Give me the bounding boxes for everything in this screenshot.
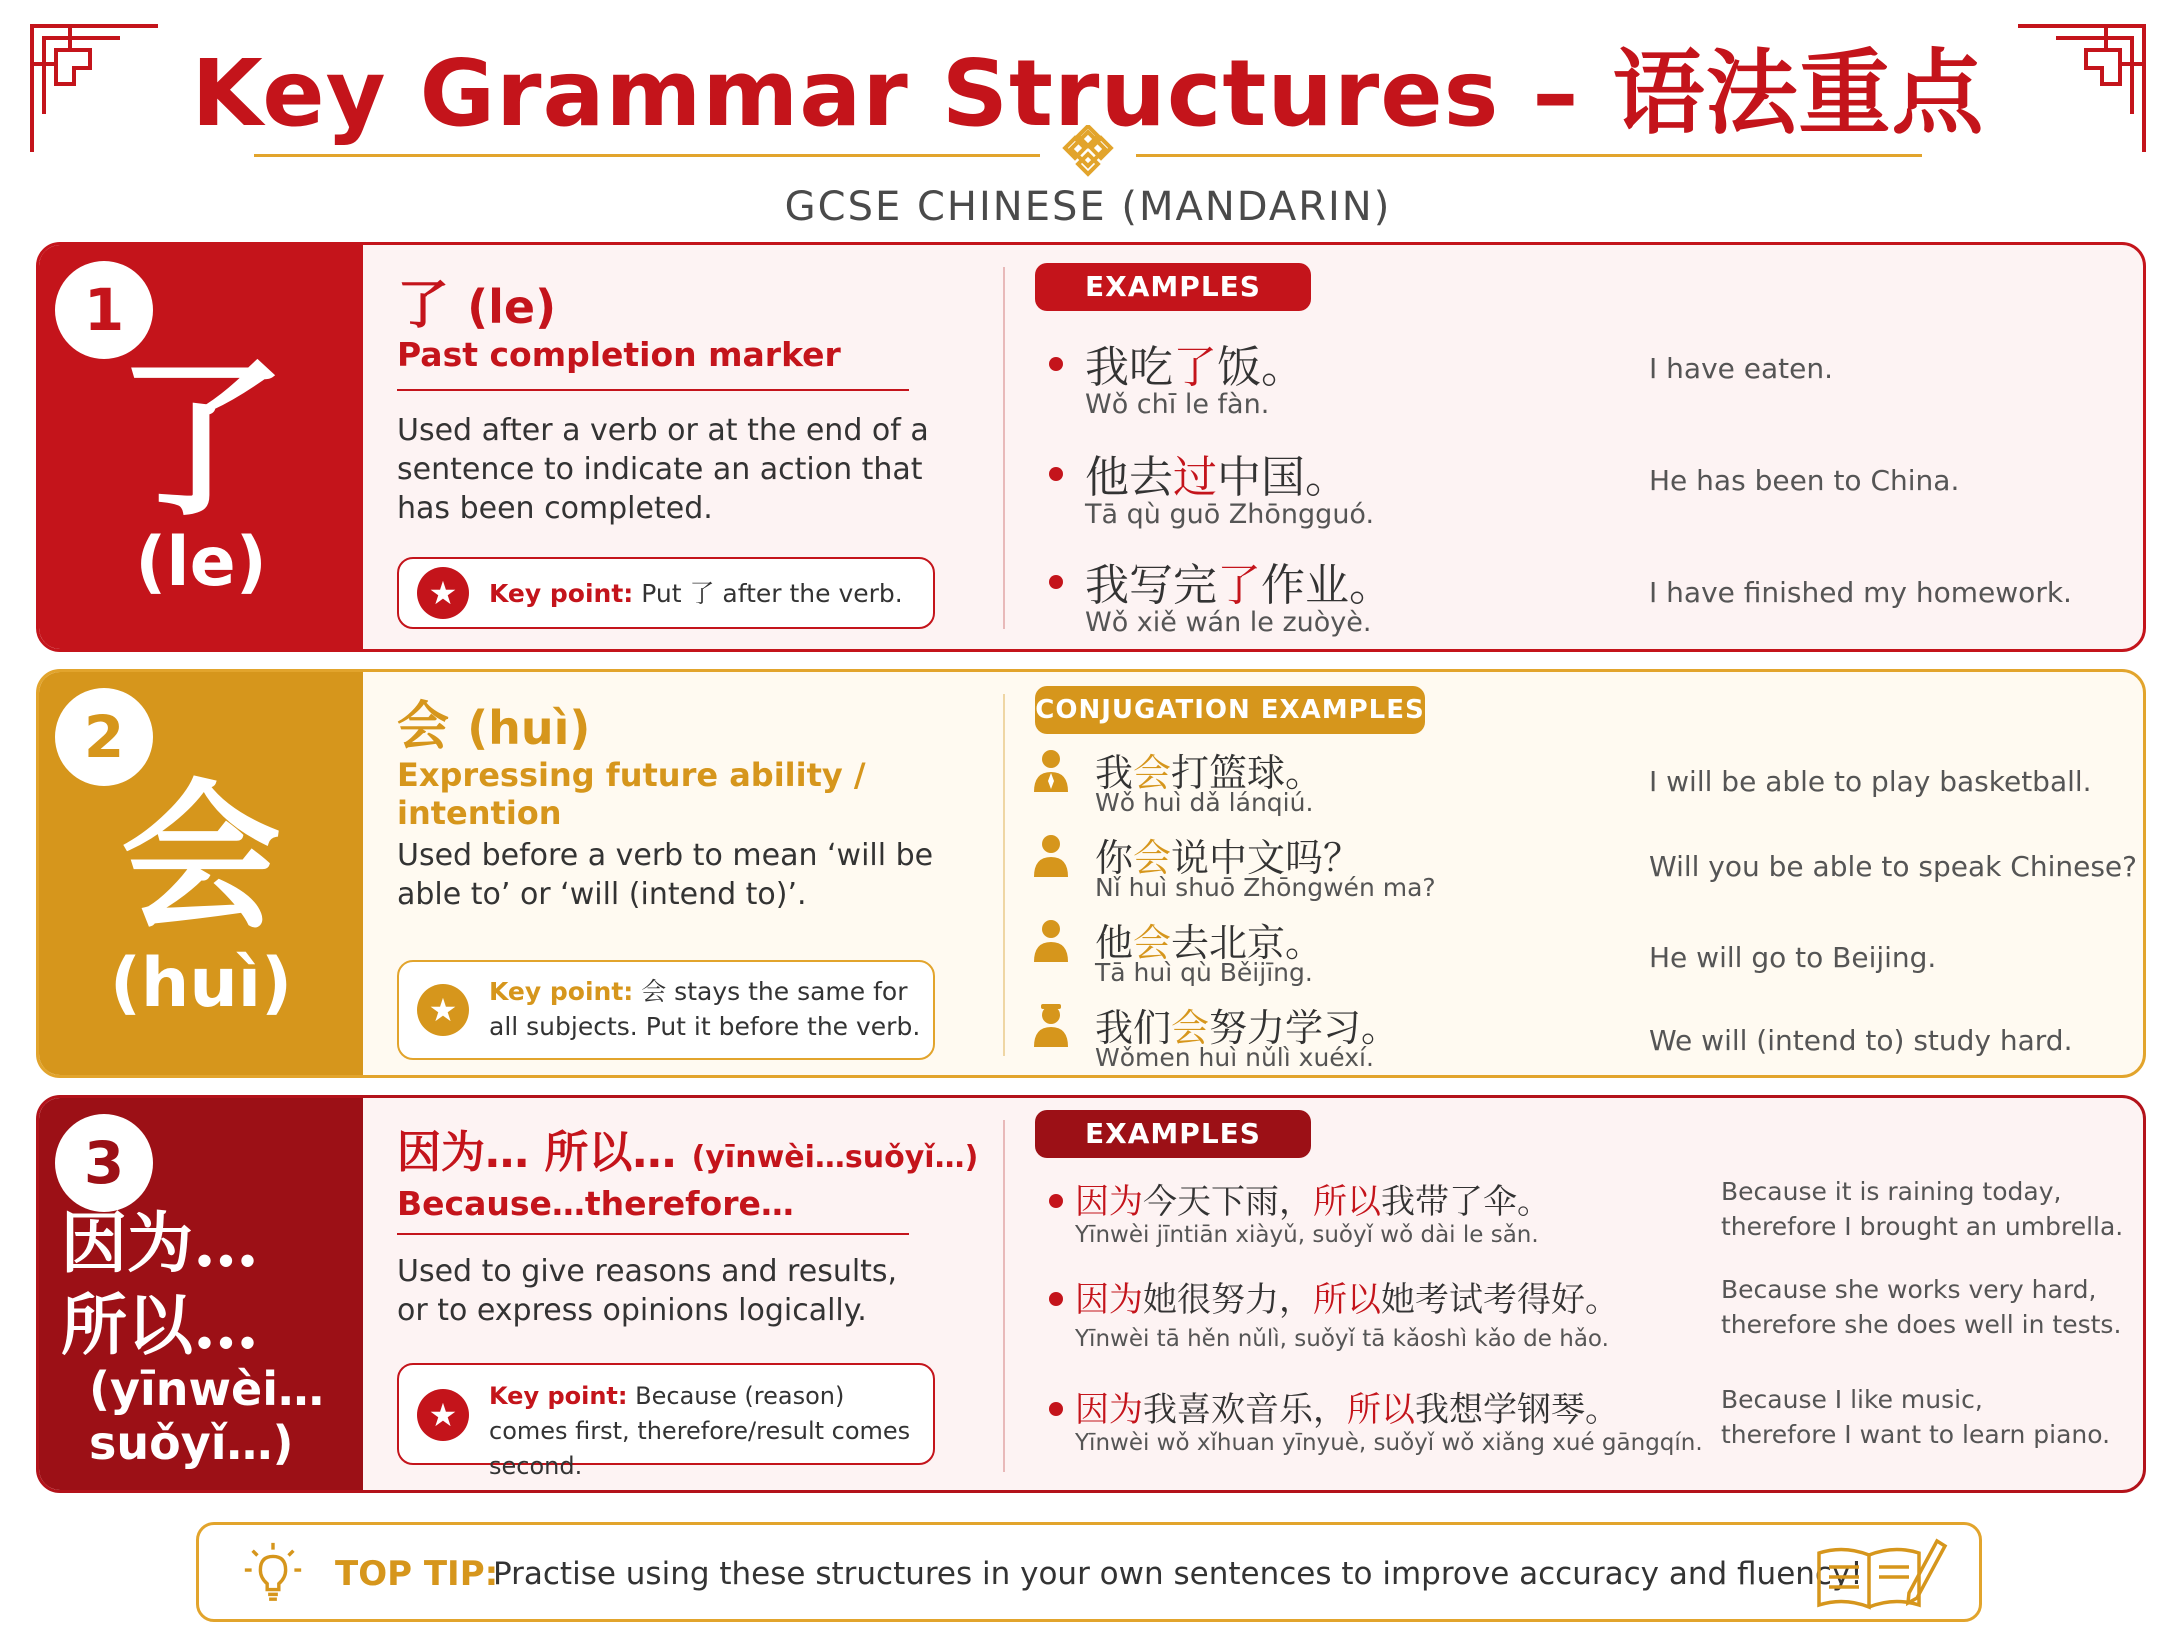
person-icon bbox=[1031, 833, 1071, 877]
bullet bbox=[1049, 575, 1063, 589]
bullet bbox=[1049, 467, 1063, 481]
example-chinese: 我写完了作业。 bbox=[1085, 560, 1393, 611]
divider bbox=[397, 389, 909, 391]
headword bbox=[397, 1116, 978, 1180]
example-translation-2: therefore I want to learn piano. bbox=[1721, 1420, 2111, 1449]
headword bbox=[397, 263, 556, 338]
headword-character: 会 bbox=[397, 697, 450, 757]
bullet bbox=[1049, 1292, 1063, 1306]
divider bbox=[397, 1233, 909, 1235]
example-chinese: 我吃了饭。 bbox=[1085, 342, 1305, 393]
key-point-box bbox=[397, 1363, 935, 1480]
page-subtitle: GCSE CHINESE (MANDARIN) bbox=[784, 184, 1392, 230]
bullet bbox=[1049, 1194, 1063, 1208]
example-chinese: 因为我喜欢音乐，所以我想学钢琴。 bbox=[1075, 1390, 1619, 1430]
column-divider bbox=[1003, 1120, 1005, 1472]
example-pinyin: Yīnwèi tā hěn nǔlì, suǒyǐ tā kǎoshì kǎo de hǎo. bbox=[1075, 1326, 1609, 1352]
example-chinese: 因为她很努力，所以她考试考得好。 bbox=[1075, 1280, 1619, 1320]
example-translation-2: therefore she does well in tests. bbox=[1721, 1310, 2122, 1339]
headword-character: 因为… 所以… bbox=[397, 1127, 677, 1178]
key-point-body: 会 stays the same for all subjects. Put it before the verb. bbox=[489, 977, 921, 1041]
bullet bbox=[1049, 1402, 1063, 1416]
column-divider bbox=[1003, 694, 1005, 1056]
section-number: 3 bbox=[55, 1114, 153, 1212]
headword-pinyin: (yīnwèi…suǒyǐ…) bbox=[691, 1140, 979, 1175]
explanation-column bbox=[363, 245, 983, 649]
person-icon bbox=[1031, 918, 1071, 962]
sidebar-line-1: 因为… bbox=[61, 1204, 259, 1282]
example-translation: I have eaten. bbox=[1649, 352, 1833, 385]
title-rule-left bbox=[254, 154, 1040, 157]
example-translation: He has been to China. bbox=[1649, 464, 1960, 497]
example-translation-1: Because I like music, bbox=[1721, 1385, 1983, 1414]
headword-pinyin: (le) bbox=[467, 280, 557, 334]
example-translation-1: Because it is raining today, bbox=[1721, 1177, 2062, 1206]
example-pinyin: Yīnwèi jīntiān xiàyǔ, suǒyǐ wǒ dài le sǎn. bbox=[1075, 1222, 1539, 1248]
sidebar-line-2: 所以… bbox=[61, 1286, 259, 1364]
column-divider bbox=[1003, 267, 1005, 629]
example-chinese: 因为今天下雨，所以我带了伞。 bbox=[1075, 1182, 1551, 1222]
example-translation: I have finished my homework. bbox=[1649, 576, 2072, 609]
star-icon: ★ bbox=[417, 1389, 469, 1441]
example-pinyin: Wǒ huì dǎ lánqiú. bbox=[1095, 788, 1314, 817]
headword-character: 了 bbox=[397, 276, 450, 336]
example-translation: He will go to Beijing. bbox=[1649, 941, 1937, 974]
key-point-body: Put 了 after the verb. bbox=[641, 579, 903, 608]
function-label: Because…therefore… bbox=[397, 1184, 794, 1223]
example-pinyin: Tā qù guō Zhōngguó. bbox=[1085, 499, 1375, 530]
sidebar-pinyin-1: (yīnwèi… bbox=[89, 1362, 324, 1416]
examples-label: EXAMPLES bbox=[1035, 263, 1311, 311]
example-pinyin: Wǒmen huì nǔlì xuéxí. bbox=[1095, 1043, 1374, 1072]
headword bbox=[397, 684, 590, 759]
example-chinese: 他会去北京。 bbox=[1095, 921, 1324, 965]
group-icon bbox=[1031, 1003, 1071, 1047]
explanation-column bbox=[363, 672, 983, 1075]
example-pinyin: Nǐ huì shuō Zhōngwén ma? bbox=[1095, 873, 1436, 902]
example-chinese: 我会打篮球。 bbox=[1095, 751, 1324, 795]
section-sidebar bbox=[39, 245, 363, 649]
bullet bbox=[1049, 357, 1063, 371]
examples-label: CONJUGATION EXAMPLES bbox=[1035, 686, 1425, 734]
section-hui bbox=[36, 669, 2146, 1078]
chinese-knot-icon bbox=[1054, 125, 1122, 185]
section-yinwei-suoyi bbox=[36, 1095, 2146, 1493]
sidebar-pinyin: (le) bbox=[135, 523, 267, 602]
businessman-icon bbox=[1031, 748, 1071, 792]
section-number: 1 bbox=[55, 261, 153, 359]
example-chinese: 你会说中文吗？ bbox=[1095, 836, 1362, 880]
example-translation: We will (intend to) study hard. bbox=[1649, 1024, 2073, 1057]
sidebar-character: 会 bbox=[120, 763, 281, 951]
example-chinese: 他去过中国。 bbox=[1085, 452, 1349, 503]
example-pinyin: Yīnwèi wǒ xǐhuan yīnyuè, suǒyǐ wǒ xiǎng xué gāngqín. bbox=[1075, 1430, 1703, 1456]
description: Used after a verb or at the end of a sentence to indicate an action that has been completed. bbox=[397, 413, 929, 526]
headword-pinyin: (huì) bbox=[467, 701, 591, 755]
key-point-text bbox=[489, 974, 921, 1044]
key-point-label: Key point: bbox=[489, 1382, 628, 1410]
example-translation: Will you be able to speak Chinese? bbox=[1649, 850, 2137, 883]
section-sidebar bbox=[39, 672, 363, 1075]
key-point-text bbox=[489, 576, 921, 611]
key-point-box bbox=[397, 557, 935, 629]
top-tip-text: Practise using these structures in your own sentences to improve accuracy and fluency! bbox=[493, 1556, 1863, 1592]
example-translation-2: therefore I brought an umbrella. bbox=[1721, 1212, 2124, 1241]
example-translation-1: Because she works very hard, bbox=[1721, 1275, 2097, 1304]
star-icon: ★ bbox=[417, 567, 469, 619]
page-title: Key Grammar Structures – 语法重点 bbox=[191, 40, 1985, 147]
sidebar-pinyin-2: suǒyǐ…) bbox=[89, 1416, 294, 1470]
function-label: Expressing future ability / intention bbox=[397, 756, 866, 832]
example-pinyin: Tā huì qù Běijīng. bbox=[1095, 958, 1313, 987]
section-le bbox=[36, 242, 2146, 652]
key-point-text bbox=[489, 1379, 921, 1484]
example-pinyin: Wǒ chī le fàn. bbox=[1085, 389, 1270, 420]
section-sidebar bbox=[39, 1098, 363, 1490]
description: Used before a verb to mean ‘will be able to’ or ‘will (intend to)’. bbox=[397, 838, 934, 912]
lightbulb-icon bbox=[239, 1539, 307, 1607]
explanation-column bbox=[363, 1098, 983, 1490]
star-icon: ★ bbox=[417, 984, 469, 1036]
book-pencil-icon bbox=[1809, 1533, 1949, 1613]
section-number: 2 bbox=[55, 688, 153, 786]
example-pinyin: Wǒ xiě wán le zuòyè. bbox=[1085, 607, 1372, 638]
sidebar-pinyin: (huì) bbox=[109, 944, 293, 1023]
top-tip-box bbox=[196, 1522, 1982, 1622]
key-point-box bbox=[397, 960, 935, 1060]
example-chinese: 我们会努力学习。 bbox=[1095, 1006, 1400, 1050]
key-point-label: Key point: bbox=[489, 579, 634, 608]
sidebar-character: 了 bbox=[115, 340, 286, 540]
example-translation: I will be able to play basketball. bbox=[1649, 765, 2092, 798]
title-rule-right bbox=[1136, 154, 1922, 157]
key-point-label: Key point: bbox=[489, 977, 634, 1006]
description: Used to give reasons and results, or to express opinions logically. bbox=[397, 1254, 898, 1328]
key-point-body: Because (reason) comes first, therefore/result comes second. bbox=[489, 1382, 911, 1480]
function-label: Past completion marker bbox=[397, 335, 841, 374]
examples-label: EXAMPLES bbox=[1035, 1110, 1311, 1158]
top-tip-label: TOP TIP: bbox=[335, 1554, 499, 1594]
